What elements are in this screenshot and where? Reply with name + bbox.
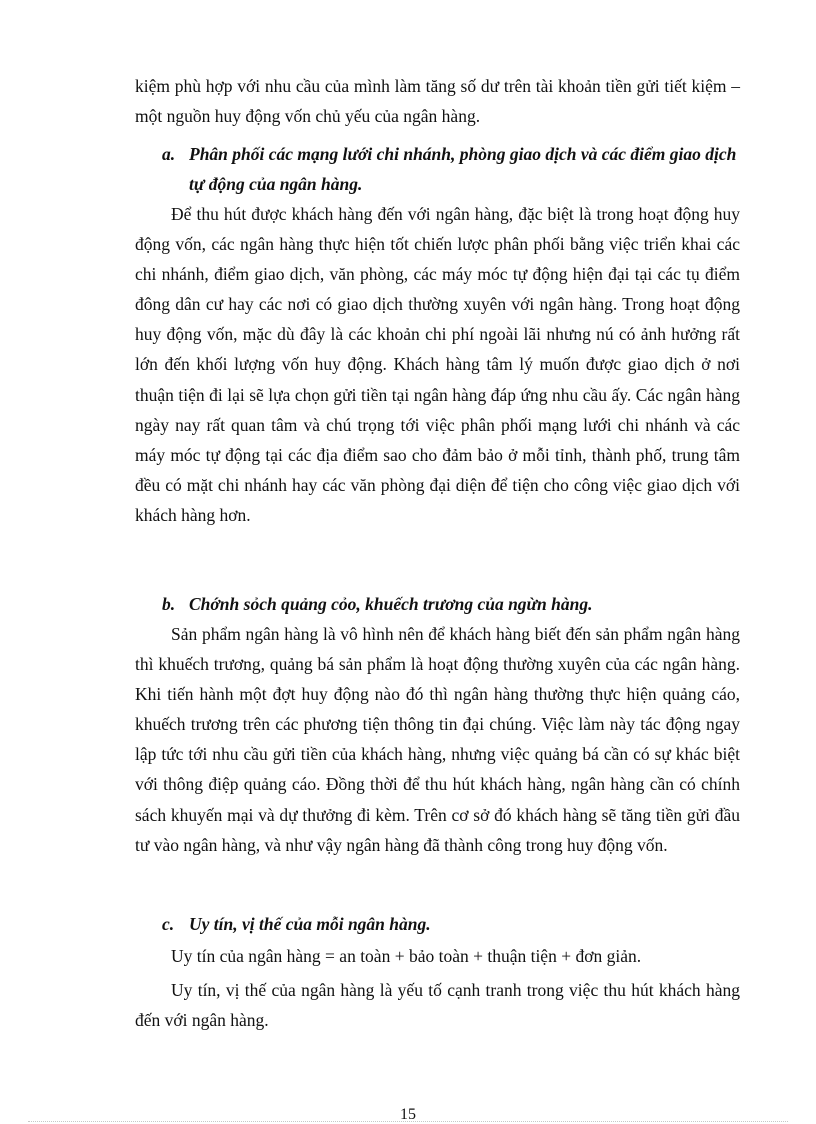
heading-b-text: Chớnh sỏch quảng cỏo, khuếch trương của ngừn hàng. — [189, 594, 593, 614]
body-text-continuation — [135, 71, 740, 131]
section-c-formula — [135, 941, 740, 971]
paragraph-advertising: Sản phẩm ngân hàng là vô hình nên để khách hàng biết đến sản phẩm ngân hàng thì khuếch trương, quảng bá sản phẩm là hoạt động thường xuyên của các ngân hàng. Khi tiến hành một đợt huy động nào đó thì ngân hàng thường thực hiện quảng cáo, khuếch trương trên các phương tiện thông tin đại chúng. Việc làm này tác động ngay lập tức tới nhu cầu gửi tiền của khách hàng, nhưng việc quảng bá cần có sự khác biệt với thông điệp quảng cáo. Đồng thời để thu hút khách hàng, ngân hàng cần có chính sách khuyến mại và dự thưởng đi kèm. Trên cơ sở đó khách hàng sẽ tăng tiền gửi đầu tư vào ngân hàng, và như vậy ngân hàng đã thành công trong huy động vốn. — [135, 624, 740, 855]
heading-c-label: c. — [162, 914, 175, 934]
heading-c-text: Uy tín, vị thế của mỗi ngân hàng. — [189, 914, 431, 934]
paragraph-reputation-formula: Uy tín của ngân hàng = an toàn + bảo toàn + thuận tiện + đơn giản. — [171, 946, 642, 966]
page-number: 15 — [400, 1106, 416, 1123]
section-b-body — [135, 619, 740, 860]
section-a-body — [135, 199, 740, 530]
footer-divider — [28, 1121, 788, 1122]
paragraph-continuation: kiệm phù hợp với nhu cầu của mình làm tăng số dư trên tài khoản tiền gửi tiết kiệm – một nguồn huy động vốn chủ yếu của ngân hàng. — [135, 76, 740, 127]
heading-b-label: b. — [162, 594, 176, 614]
heading-b — [135, 589, 740, 619]
heading-c — [135, 909, 740, 939]
paragraph-distribution: Để thu hút được khách hàng đến với ngân hàng, đặc biệt là trong hoạt động huy động vốn, các ngân hàng thực hiện tốt chiến lược phân phối bằng việc triển khai các chi nhánh, điểm giao dịch, văn phòng, các máy móc tự động hiện đại tại các tụ điểm đông dân cư hay các nơi có giao dịch thường xuyên với ngân hàng. Trong hoạt động huy động vốn, mặc dù đây là các khoản chi phí ngoài lãi nhưng nú có ảnh hưởng rất lớn đến khối lượng vốn huy động. Khách hàng tâm lý muốn được giao dịch ở nơi thuận tiện đi lại sẽ lựa chọn gửi tiền tại ngân hàng đáp ứng nhu cầu ấy. Các ngân hàng ngày nay rất quan tâm và chú trọng tới việc phân phối mạng lưới chi nhánh và các máy móc tự động tại các địa điểm sao cho đảm bảo ở mỗi tỉnh, thành phố, trung tâm đều có mặt chi nhánh hay các văn phòng đại diện để tiện cho công việc giao dịch với khách hàng hơn. — [135, 204, 740, 525]
heading-a-label: a. — [162, 144, 176, 164]
section-c-body — [135, 975, 740, 1035]
paragraph-reputation: Uy tín, vị thế của ngân hàng là yếu tố cạnh tranh trong việc thu hút khách hàng đến với ngân hàng. — [135, 980, 740, 1031]
heading-a-text: Phân phối các mạng lưới chi nhánh, phòng giao dịch và các điểm giao dịch tự động của ngân hàng. — [189, 144, 737, 195]
heading-a — [135, 139, 740, 199]
